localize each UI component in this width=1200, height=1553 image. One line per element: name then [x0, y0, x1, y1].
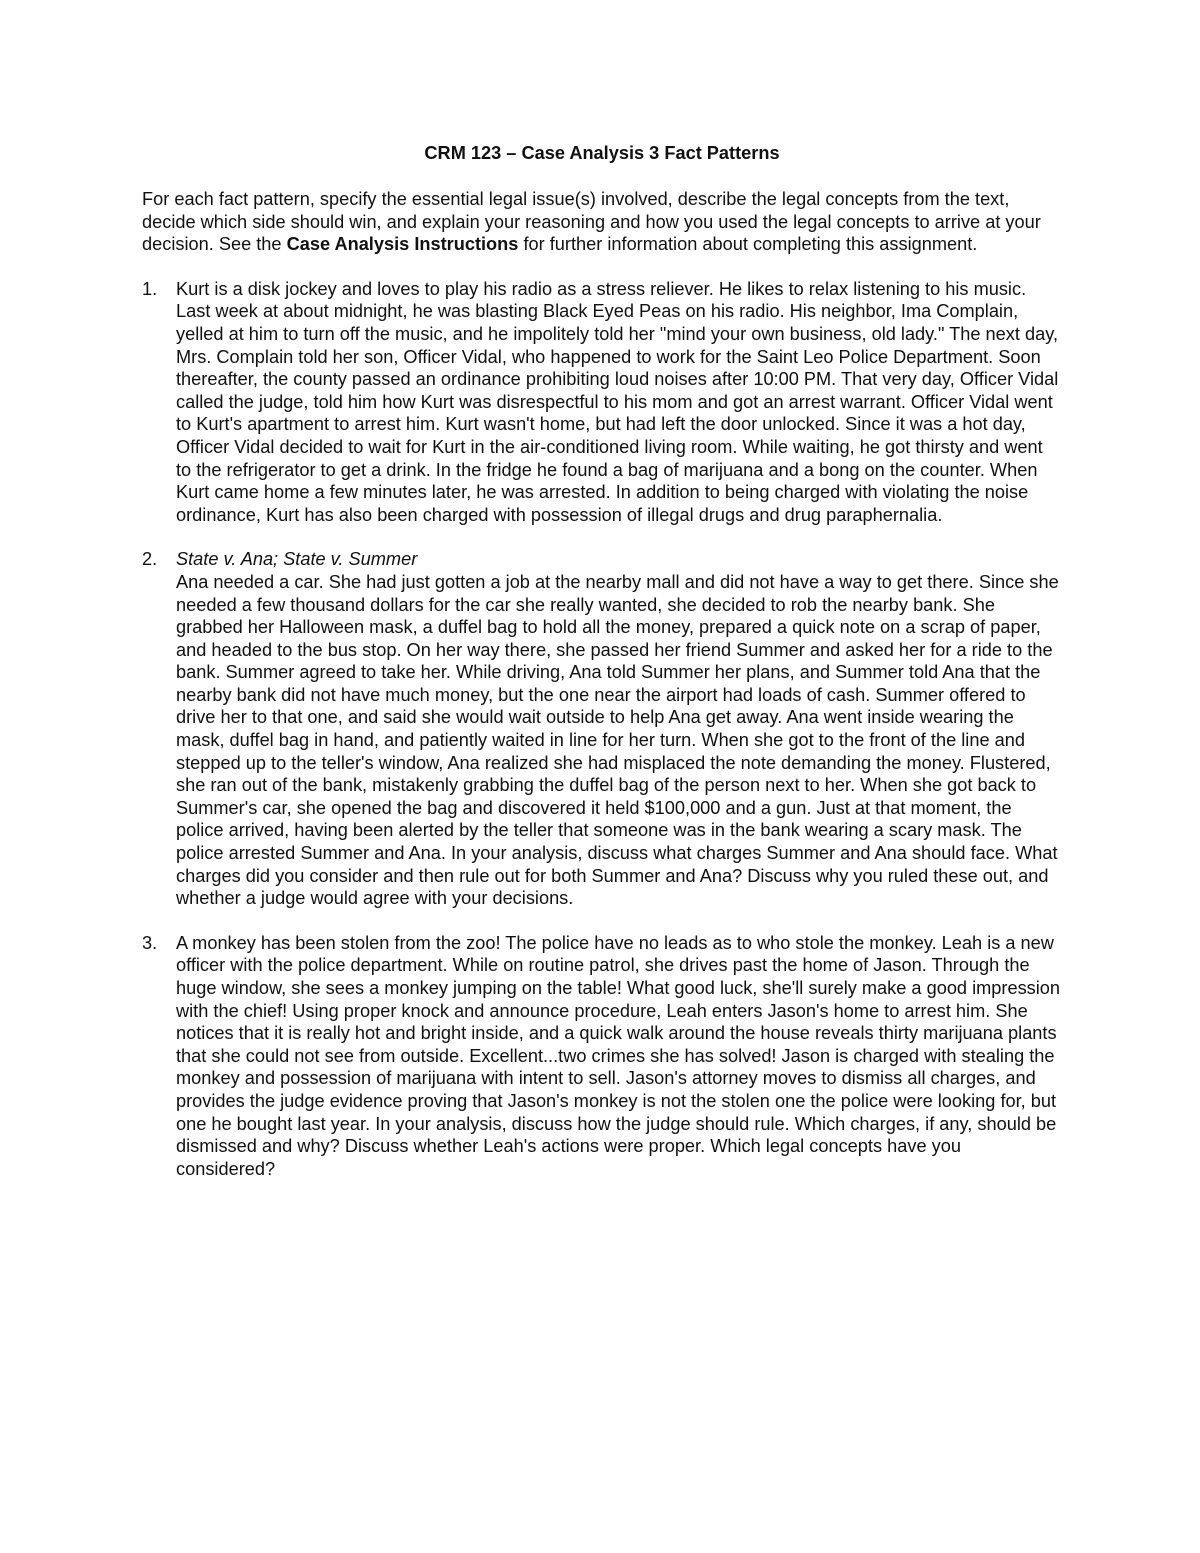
- fact-pattern-2: [142, 548, 1062, 910]
- fact-pattern-list: [142, 278, 1062, 1181]
- fact-pattern-body: Kurt is a disk jockey and loves to play his radio as a stress reliever. He likes to relax listening to his music. Last week at about midnight, he was blasting Black Eyed Peas on his radio. His neighbor, Ima Complain, yelled at him to turn off the music, and he impolitely told her "mind your own business, old lady." The next day, Mrs. Complain told her son, Officer Vidal, who happened to work for the Saint Leo Police Department. Soon thereafter, the county passed an ordinance prohibiting loud noises after 10:00 PM. That very day, Officer Vidal called the judge, told him how Kurt was disrespectful to his mom and got an arrest warrant. Officer Vidal went to Kurt's apartment to arrest him. Kurt wasn't home, but had left the door unlocked. Since it was a hot day, Officer Vidal decided to wait for Kurt in the air-conditioned living room. While waiting, he got thirsty and went to the refrigerator to get a drink. In the fridge he found a bag of marijuana and a bong on the counter. When Kurt came home a few minutes later, he was arrested. In addition to being charged with violating the noise ordinance, Kurt has also been charged with possession of illegal drugs and drug paraphernalia.: [176, 278, 1059, 525]
- fact-pattern-number: 3.: [142, 932, 158, 953]
- intro-text-end: for further information about completing this assignment.: [518, 234, 978, 255]
- intro-text-start: For each fact pattern, specify the essential legal issue(s) involved, describe the legal concepts from the text, decide which side should win, and explain your reasoning and how you used the legal concepts to arrive at your decision. See the: [142, 189, 1041, 255]
- fact-pattern-body: Ana needed a car. She had just gotten a job at the nearby mall and did not have a way to get there. Since she needed a few thousand dollars for the car she really wanted, she decided to rob the nearby bank. She grabbed her Halloween mask, a duffel bag to hold all the money, prepared a quick note on a scrap of paper, and headed to the bus stop. On her way there, she passed her friend Summer and asked her for a ride to the bank. Summer agreed to take her. While driving, Ana told Summer her plans, and Summer told Ana that the nearby bank did not have much money, but the one near the airport had loads of cash. Summer offered to drive her to that one, and said she would wait outside to help Ana get away. Ana went inside wearing the mask, duffel bag in hand, and patiently waited in line for her turn. When she got to the front of the line and stepped up to the teller's window, Ana realized she had misplaced the note demanding the money. Flustered, she ran out of the bank, mistakenly grabbing the duffel bag of the person next to her. When she got back to Summer's car, she opened the bag and discovered it held $100,000 and a gun. Just at that moment, the police arrived, having been alerted by the teller that someone was in the bank wearing a scary mask. The police arrested Summer and Ana. In your analysis, discuss what charges Summer and Ana should face. What charges did you consider and then rule out for both Summer and Ana? Discuss why you ruled these out, and whether a judge would agree with your decisions.: [176, 571, 1059, 909]
- document-page: [142, 140, 1062, 1202]
- document-title: CRM 123 – Case Analysis 3 Fact Patterns: [424, 143, 780, 163]
- fact-pattern-1: [142, 278, 1062, 527]
- fact-pattern-number: 2.: [142, 549, 158, 570]
- intro-bold-reference: Case Analysis Instructions: [286, 234, 519, 255]
- fact-pattern-number: 1.: [142, 278, 158, 299]
- fact-pattern-case-name: State v. Ana; State v. Summer: [176, 549, 418, 570]
- fact-pattern-body: A monkey has been stolen from the zoo! The police have no leads as to who stole the monkey. Leah is a new officer with the police department. While on routine patrol, she drives past the home of Jason. Through the huge window, she sees a monkey jumping on the table! What good luck, she'll surely make a good impression with the chief! Using proper knock and announce procedure, Leah enters Jason's home to arrest him. She notices that it is really hot and bright inside, and a quick walk around the house reveals thirty marijuana plants that she could not see from outside. Excellent...two crimes she has solved! Jason is charged with stealing the monkey and possession of marijuana with intent to sell. Jason's attorney moves to dismiss all charges, and provides the judge evidence proving that Jason's monkey is not the stolen one the police were looking for, but one he bought last year. In your analysis, discuss how the judge should rule. Which charges, if any, should be dismissed and why? Discuss whether Leah's actions were proper. Which legal concepts have you considered?: [176, 932, 1061, 1179]
- intro-paragraph: [142, 188, 1062, 256]
- fact-pattern-3: [142, 932, 1062, 1181]
